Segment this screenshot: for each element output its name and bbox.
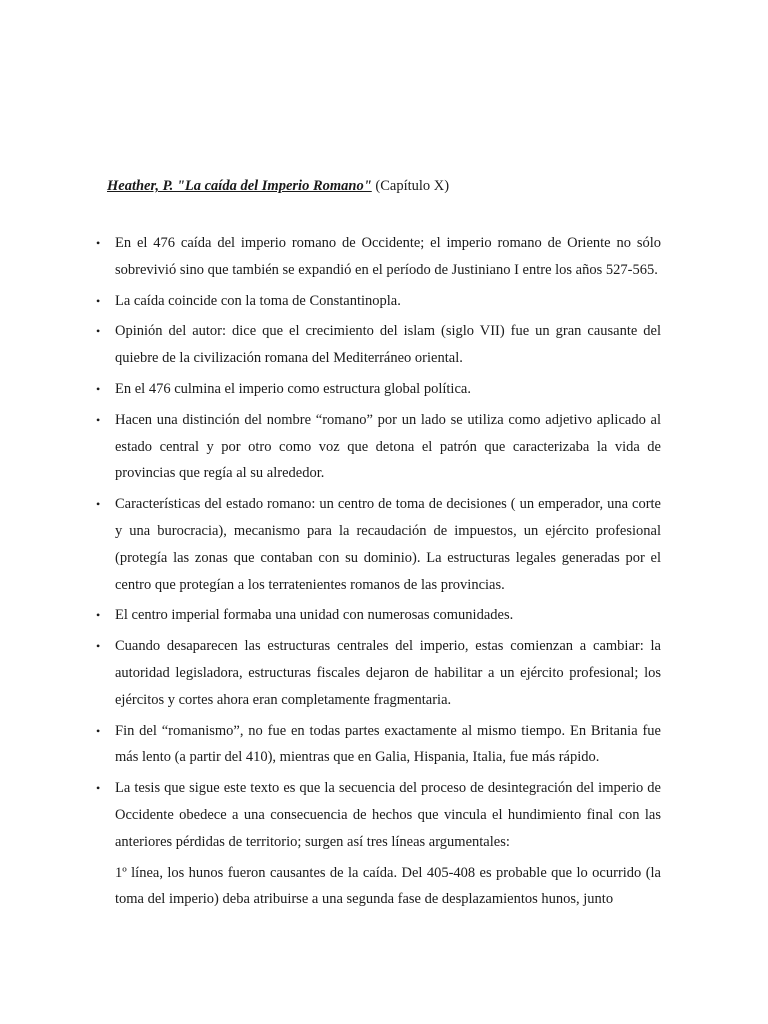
document-heading [107,176,449,196]
bullet-icon: • [96,608,101,623]
list-item [96,718,661,772]
author-title: Heather, P. "La caída del Imperio Romano" [107,178,372,194]
list-item [96,230,661,284]
list-item-text: La tesis que sigue este texto es que la secuencia del proceso de desintegración del imperio de Occidente obedece a una consecuencia de hechos que vincula el hundimiento final con las anteriores pérdidas de territorio; surgen así tres líneas argumentales: [115,780,661,850]
list-item-text: Características del estado romano: un centro de toma de decisiones ( un emperador, una corte y una burocracia), mecanismo para la recaudación de impuestos, un ejército profesional (protegía las zonas que contaban con su dominio). La estructuras legales generadas por el centro que protegían a los terratenientes romanos de las provincias. [115,496,661,593]
list-item [96,633,661,713]
bullet-icon: • [96,381,101,396]
bullet-icon: • [96,723,101,738]
list-item-text: En el 476 caída del imperio romano de Occidente; el imperio romano de Oriente no sólo sobrevivió sino que también se expandió en el período de Justiniano I entre los años 527-565. [115,235,661,278]
list-item-text: El centro imperial formaba una unidad con numerosas comunidades. [115,607,514,624]
list-item-text: La caída coincide con la toma de Constantinopla. [115,292,401,309]
bullet-icon: • [96,236,101,250]
continuation-text: 1º línea, los hunos fueron causantes de la caída. Del 405-408 es probable que lo ocurrido (la toma del imperio) deba atribuirse a una segunda fase de desplazamientos hunos, junto [115,864,661,908]
list-item [96,318,661,372]
continuation-paragraph [96,860,661,914]
bullet-icon: • [96,497,101,512]
list-item [96,376,661,403]
list-item [96,775,661,855]
bullet-icon: • [96,639,101,654]
list-item [96,288,661,315]
list-item-text: Opinión del autor: dice que el crecimiento del islam (siglo VII) fue un gran causante del quiebre de la civilización romana del Mediterráneo oriental. [115,323,661,367]
list-item-text: Fin del “romanismo”, no fue en todas partes exactamente al mismo tiempo. En Britania fue más lento (a partir del 410), mientras que en Galia, Hispania, Italia, fue más rápido. [115,722,661,766]
list-item-text: Cuando desaparecen las estructuras centrales del imperio, estas comienzan a cambiar: la autoridad legisladora, estructuras fiscales dejaron de habilitar a un ejército profesional; los ejércitos y cortes ahora eran completamente fragmentaria. [115,638,661,708]
bullet-list [96,230,661,913]
bullet-icon: • [96,412,101,427]
list-item [96,491,661,598]
list-item [96,407,661,487]
bullet-icon: • [96,293,101,308]
list-item-text: En el 476 culmina el imperio como estructura global política. [115,380,471,397]
list-item-text: Hacen una distinción del nombre “romano” por un lado se utiliza como adjetivo aplicado al estado central y por otro como voz que detona el patrón que caracterizaba la vida de provincias que regía al su alrededor. [115,411,661,482]
bullet-icon: • [96,781,101,796]
bullet-icon: • [96,324,101,339]
chapter-label: (Capítulo X) [375,178,450,194]
list-item [96,602,661,629]
